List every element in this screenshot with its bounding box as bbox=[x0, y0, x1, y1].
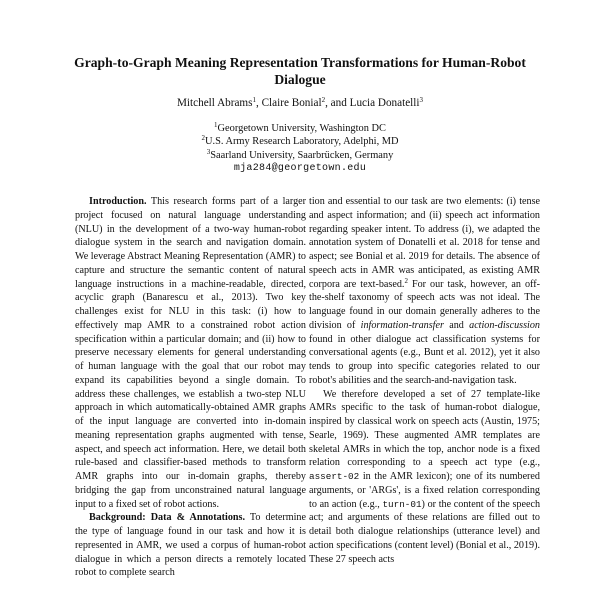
author-separator: , and bbox=[325, 97, 350, 109]
affiliation-marker: 1 bbox=[214, 121, 218, 129]
affiliation-name: U.S. Army Research Laboratory, Adelphi, MD bbox=[204, 136, 399, 148]
left-column bbox=[75, 195, 306, 580]
term-action-discussion: action-discussion bbox=[469, 319, 540, 331]
term-information-transfer: information-transfer bbox=[360, 319, 444, 331]
author-name: Mitchell Abrams bbox=[176, 97, 253, 109]
background-text: To determine the type of language found in our task and how it is represented in AMR, we used a corpus of human-robot dialogue in which a person directs a remotely located robot to complete search bbox=[75, 512, 306, 579]
background-paragraph bbox=[75, 511, 306, 580]
body-text: We therefore developed a set of 27 template-like AMRs specific to the task of human-robot dialogue, inspired by classical work on speech acts (Austin, 1975; Searle, 1969). These augmented AMR templates are skeletal AMRs in which the top, anchor node is a fixed relation corresponding to a speech act type (e.g., bbox=[309, 388, 540, 469]
author-affil-marker: 3 bbox=[419, 96, 424, 104]
author-affil-marker: 2 bbox=[321, 96, 326, 104]
author-affil-marker: 1 bbox=[252, 96, 256, 104]
affiliation-line bbox=[60, 149, 540, 162]
intro-heading: Introduction. bbox=[89, 196, 147, 207]
contact-email[interactable]: mja284@georgetown.edu bbox=[233, 163, 367, 175]
code-turn: turn-01 bbox=[382, 498, 422, 510]
affiliation-line bbox=[60, 135, 540, 148]
author-separator: , bbox=[256, 97, 262, 109]
author-name: Claire Bonial bbox=[261, 97, 322, 109]
author-name: Lucia Donatelli bbox=[349, 97, 420, 109]
affiliation-marker: 2 bbox=[201, 134, 205, 143]
affiliation-name: Georgetown University, Washington DC bbox=[217, 123, 386, 134]
background-heading: Background: Data & Annotations. bbox=[89, 512, 245, 524]
footnote-marker: 2 bbox=[404, 276, 408, 285]
body-text: tion and essential to our task are two elements: (i) tense and aspect information; and (ii) speech act information regarding speaker intent. To address (i), we adapted the annotation system of Donatelli et al. 2018 for tense and aspect; see Bonial et al. 2019 for details. The absence of speech acts in AMR was anticipated, as existing AMR corpora are text-based. bbox=[309, 196, 540, 290]
body-text: found in other dialogue act classification systems for conversational agents (e.g., Bunt et al. 2012), yet it also tends to group into specific categories related to our robot's abilities and the search-and-navigation task. bbox=[309, 333, 540, 386]
affiliation-marker: 3 bbox=[206, 147, 211, 156]
right-column bbox=[309, 195, 540, 566]
code-assert: assert-02 bbox=[309, 471, 360, 482]
body-text: and bbox=[443, 319, 470, 331]
body-text: in the AMR lexicon); one of its numbered arguments, or 'ARGs', is a fixed relation corresponding to an action (e.g., bbox=[309, 471, 540, 510]
affiliation-block bbox=[60, 122, 540, 176]
intro-paragraph bbox=[75, 195, 306, 511]
body-text: For our task, however, an off-the-shelf taxonomy of speech acts was not ideal. The language found in our domain generally adheres to the division of bbox=[309, 278, 540, 331]
affiliation-line bbox=[60, 122, 540, 135]
affiliation-name: Saarland University, Saarbrücken, Germany bbox=[210, 149, 394, 161]
paper-title: Graph-to-Graph Meaning Representation Transformations for Human-Robot Dialogue bbox=[74, 55, 526, 87]
speech-act-paragraph bbox=[309, 195, 540, 388]
body-text: ) or the content of the speech act; and arguments of these relations are filled out to detail both dialogue relationships (utterance level) and action specifications (content level) (Bonial et al., 2019). These 27 speech acts bbox=[309, 498, 541, 565]
templates-paragraph bbox=[309, 388, 540, 567]
intro-text: This research forms part of a larger project focused on natural language understanding (NLU) in the development of a two-way human-robot dialogue system in the search and navigation domain. We leverage Abstract Meaning Representation (AMR) to capture and structure the semantic content of natural language instructions in a machine-readable, directed, acyclic graph (Banarescu et al., 2013). Two key challenges exist for NLU in this task: (i) how to effectively map AMR to a constrained robot action specification within a particular domain; and (ii) how to preserve necessary elements for general understanding of human language with the goal that our robot may expand its capabilities beyond a single domain. To address these challenges, we establish a two-step NLU approach in which automatically-obtained AMR graphs of the input language are converted into in-domain meaning representation graphs augmented with tense, aspect, and speech act information. Here, we detail both rule-based and classifier-based methods to transform AMR graphs into our in-domain graphs, thereby bridging the gap from unconstrained natural language input to a fixed set of robot actions. bbox=[75, 196, 307, 510]
author-list bbox=[60, 96, 540, 110]
